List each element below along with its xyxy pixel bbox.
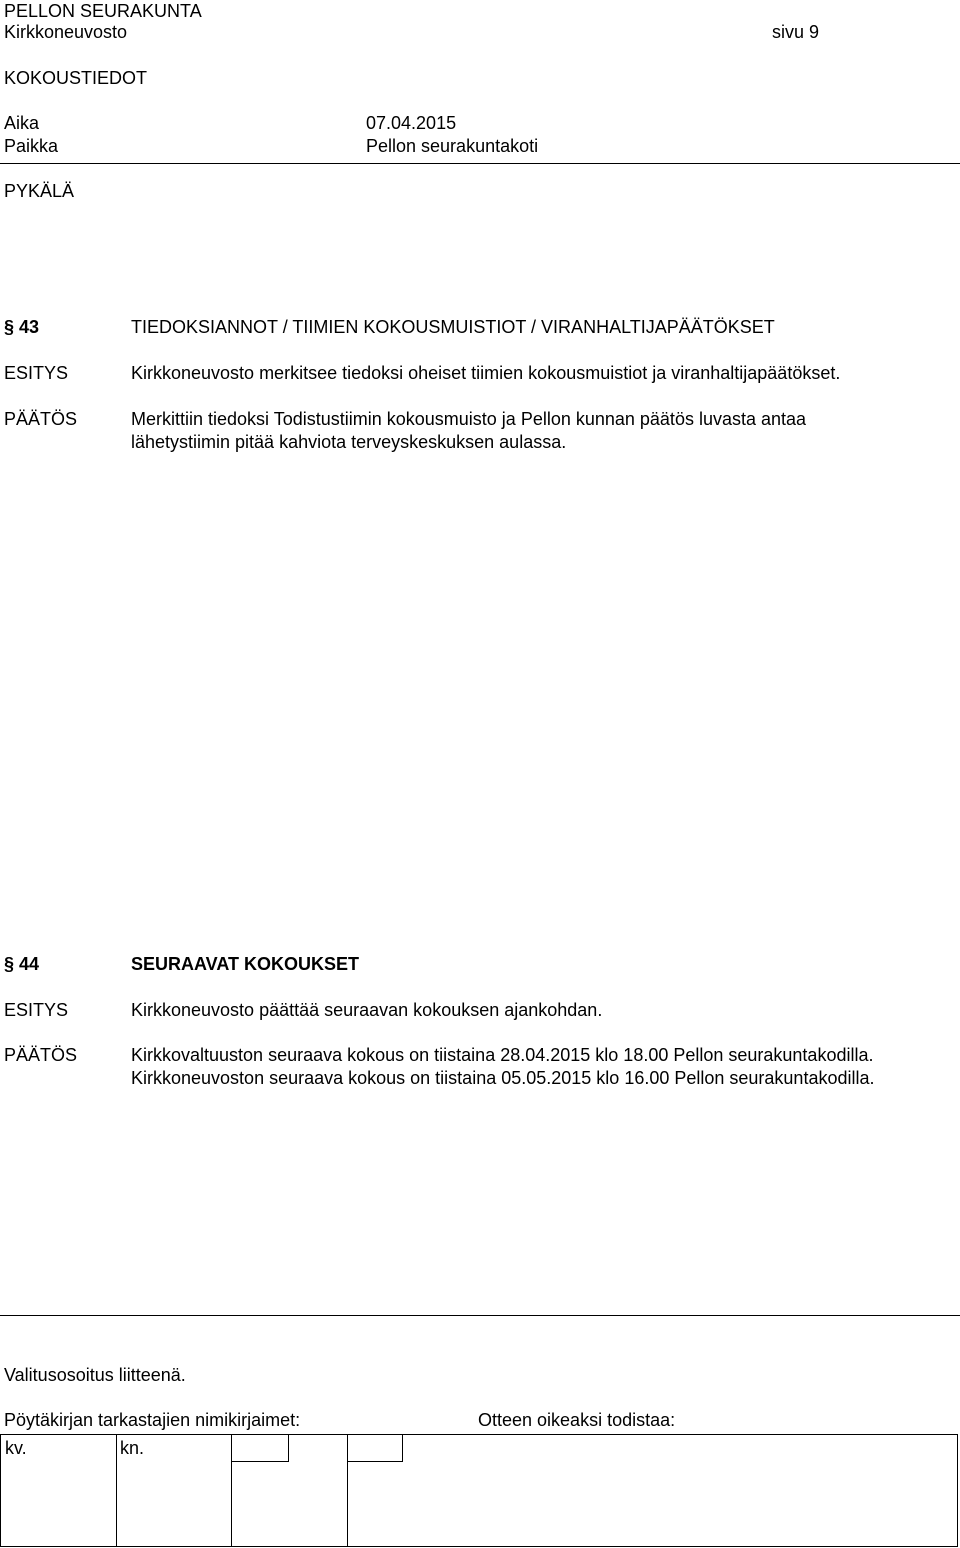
section-43-heading: [4, 316, 39, 338]
decision-line: lähetystiimin pitää kahviota terveyskeskuksen aulassa.: [131, 432, 567, 452]
time-value: 07.04.2015: [366, 113, 457, 133]
decision-label: PÄÄTÖS: [4, 1045, 78, 1065]
section-symbol: §: [4, 954, 15, 974]
appeal-note: Valitusosoitus liitteenä.: [4, 1365, 186, 1385]
meeting-info-title: KOKOUSTIEDOT: [4, 68, 148, 88]
section-44-heading: [4, 953, 39, 975]
decision-text: [131, 1044, 874, 1090]
decision-line: Kirkkoneuvoston seuraava kokous on tiistaina 05.05.2015 klo 16.00 Pellon seurakuntakodilla.: [131, 1068, 875, 1088]
kn-label: kn.: [120, 1438, 145, 1458]
section-number: 44: [19, 954, 40, 974]
section-44-title: SEURAAVAT KOKOUKSET: [131, 954, 360, 974]
header-divider: [0, 163, 960, 164]
proposal-text: Kirkkoneuvosto merkitsee tiedoksi oheiset tiimien kokousmuistiot ja viranhaltijapäätökset.: [131, 363, 841, 383]
decision-label: PÄÄTÖS: [4, 409, 78, 429]
decision-line: Merkittiin tiedoksi Todistustiimin kokousmuisto ja Pellon kunnan päätös luvasta antaa: [131, 409, 807, 429]
certify-label: Otteen oikeaksi todistaa:: [478, 1410, 676, 1430]
signature-table: [0, 1434, 958, 1547]
initials-box[interactable]: [347, 1434, 403, 1462]
section-column-label: PYKÄLÄ: [4, 181, 75, 201]
proposal-label: ESITYS: [4, 363, 69, 383]
section-43-title: TIEDOKSIANNOT / TIIMIEN KOKOUSMUISTIOT / VIRANHALTIJAPÄÄTÖKSET: [131, 317, 775, 337]
certification-cell[interactable]: [347, 1434, 958, 1547]
section-symbol: §: [4, 317, 15, 337]
place-value: Pellon seurakuntakoti: [366, 136, 539, 156]
initials-box[interactable]: [231, 1434, 289, 1462]
place-label: Paikka: [4, 136, 59, 156]
proposal-label: ESITYS: [4, 1000, 69, 1020]
governing-body: Kirkkoneuvosto: [4, 22, 128, 42]
time-label: Aika: [4, 113, 40, 133]
section-number: 43: [19, 317, 40, 337]
decision-line: Kirkkovaltuuston seuraava kokous on tiistaina 28.04.2015 klo 18.00 Pellon seurakuntakodilla.: [131, 1045, 874, 1065]
initials-label: Pöytäkirjan tarkastajien nimikirjaimet:: [4, 1410, 301, 1430]
kv-label: kv.: [5, 1438, 27, 1458]
proposal-text: Kirkkoneuvosto päättää seuraavan kokouksen ajankohdan.: [131, 1000, 603, 1020]
page-number: sivu 9: [772, 22, 820, 42]
organization-name: PELLON SEURAKUNTA: [4, 1, 202, 21]
decision-text: [131, 408, 806, 454]
footer-divider: [0, 1315, 960, 1316]
